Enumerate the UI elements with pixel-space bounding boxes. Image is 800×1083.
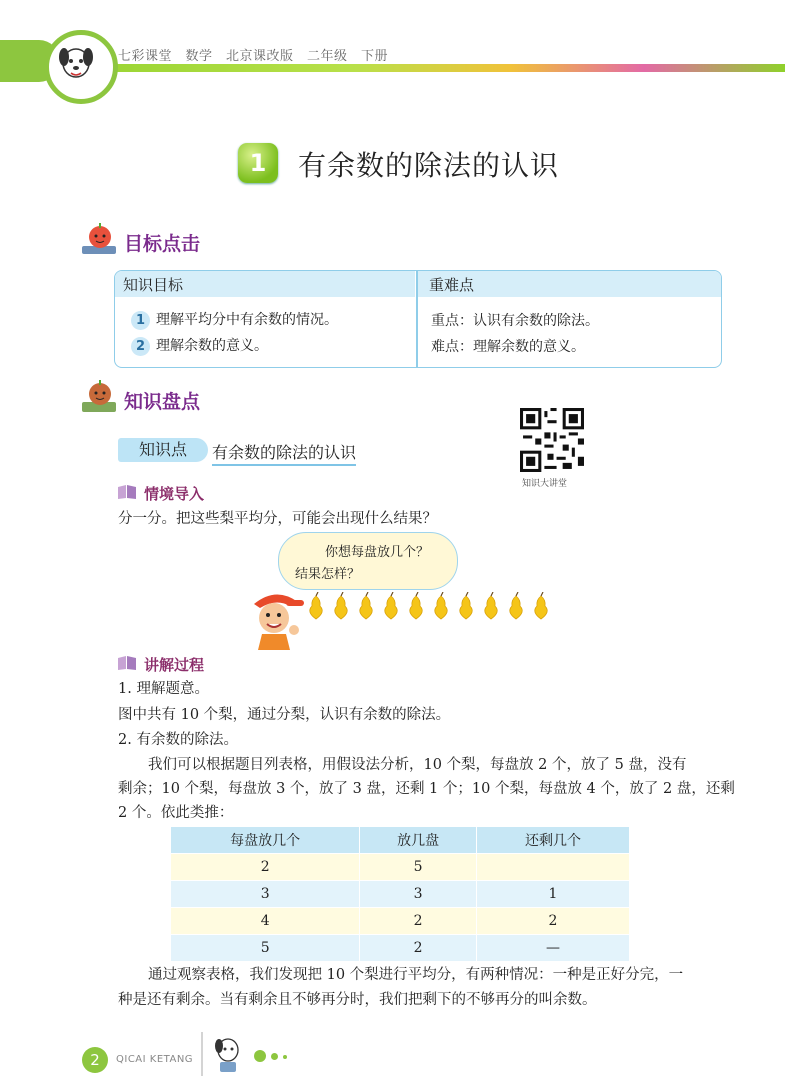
table-cell: [476, 854, 629, 881]
table-header: 放几盘: [360, 827, 477, 854]
goal-item-text: 理解平均分中有余数的情况。: [156, 312, 338, 328]
table-row: [171, 854, 630, 881]
pear-icon: [410, 592, 423, 619]
conclusion-line: 通过观察表格，我们发现把 10 个梨进行平均分，有两种情况：一种是正好分完，一: [148, 967, 684, 983]
goal-item-number: 1: [131, 311, 150, 330]
table-row: [171, 935, 630, 962]
mascot-dog-icon: [44, 30, 118, 104]
knowledge-point-label: 知识点: [118, 438, 208, 462]
division-table: [170, 826, 630, 962]
table-cell: 2: [476, 908, 629, 935]
pear-icon: [535, 592, 548, 619]
explain-paragraph-line: 2 个。依此类推：: [118, 805, 234, 821]
pears-row-icon: [304, 592, 558, 620]
section-title-goals: 目标点击: [124, 233, 201, 255]
table-header: 每盘放几个: [171, 827, 360, 854]
lesson-number-badge: 1: [238, 143, 278, 183]
goal-head-knowledge: 知识目标: [123, 276, 184, 294]
pear-icon: [335, 592, 348, 619]
qr-code-icon[interactable]: [520, 408, 584, 472]
qr-caption: 知识大讲堂: [522, 479, 568, 489]
bubble-line-2: 结果怎样？: [295, 567, 361, 582]
table-row: [171, 908, 630, 935]
pear-icon: [310, 592, 323, 619]
table-cell: 2: [171, 854, 360, 881]
pear-icon: [385, 592, 398, 619]
table-header: 还剩几个: [476, 827, 629, 854]
footer-brand: QICAI KETANG: [116, 1054, 194, 1065]
apple-mascot-icon: [80, 380, 118, 414]
goal-item-number: 2: [131, 337, 150, 356]
table-cell: 5: [171, 935, 360, 962]
subsection-title-intro: 情境导入: [144, 485, 205, 503]
goal-head-key-points: 重难点: [429, 276, 475, 294]
table-header-row: [171, 827, 630, 854]
explain-paragraph-line: 剩余；10 个梨，每盘放 3 个，放了 3 盘，还剩 1 个；10 个梨，每盘放 4 个，放了 2 盘，还剩: [118, 781, 735, 797]
pear-icon: [485, 592, 498, 619]
book-icon: [116, 484, 138, 500]
difficulty-text: 难点：理解余数的意义。: [431, 339, 585, 355]
footer-dot: [283, 1055, 287, 1059]
table-cell: 5: [360, 854, 477, 881]
footer-dot: [254, 1050, 266, 1062]
apple-mascot-icon: [80, 222, 118, 256]
subsection-title-explain: 讲解过程: [144, 656, 205, 674]
book-title: 七彩课堂 数学 北京课改版 二年级 下册: [118, 49, 389, 64]
footer-dog-icon: [200, 1032, 256, 1076]
table-cell: 3: [171, 881, 360, 908]
page-number: 2: [82, 1047, 108, 1073]
book-icon: [116, 655, 138, 671]
table-cell: 3: [360, 881, 477, 908]
conclusion-line: 种是还有剩余。当有剩余且不够再分时，我们把剩下的不够再分的叫余数。: [118, 992, 597, 1008]
table-cell: 2: [360, 935, 477, 962]
pear-icon: [510, 592, 523, 619]
pear-icon: [435, 592, 448, 619]
table-cell: 4: [171, 908, 360, 935]
table-cell: —: [476, 935, 629, 962]
intro-text: 分一分。把这些梨平均分，可能会出现什么结果？: [118, 511, 437, 527]
speech-bubble: [278, 532, 458, 590]
explain-step-2: 2. 有余数的除法。: [118, 732, 238, 748]
goal-item: [131, 335, 268, 356]
table-cell: 2: [360, 908, 477, 935]
goal-box: [114, 270, 722, 368]
goal-item-text: 理解余数的意义。: [156, 338, 268, 354]
lesson-title: 有余数的除法的认识: [298, 149, 560, 182]
section-title-review: 知识盘点: [124, 391, 201, 413]
bubble-line-1: 你想每盘放几个？: [325, 545, 430, 560]
explain-step-1: 1. 理解题意。: [118, 681, 209, 697]
table-row: [171, 881, 630, 908]
goal-divider: [416, 271, 418, 367]
explain-paragraph-line: 我们可以根据题目列表格，用假设法分析，10 个梨，每盘放 2 个，放了 5 盘，没有: [148, 757, 687, 773]
pear-icon: [460, 592, 473, 619]
goal-item: [131, 309, 338, 330]
boy-mascot-icon: [246, 584, 308, 650]
table-cell: 1: [476, 881, 629, 908]
footer-dot: [271, 1053, 278, 1060]
explain-paragraph: 图中共有 10 个梨，通过分梨，认识有余数的除法。: [118, 707, 451, 723]
pear-icon: [360, 592, 373, 619]
key-point-text: 重点：认识有余数的除法。: [431, 313, 599, 329]
knowledge-point-title: 有余数的除法的认识: [212, 440, 356, 466]
